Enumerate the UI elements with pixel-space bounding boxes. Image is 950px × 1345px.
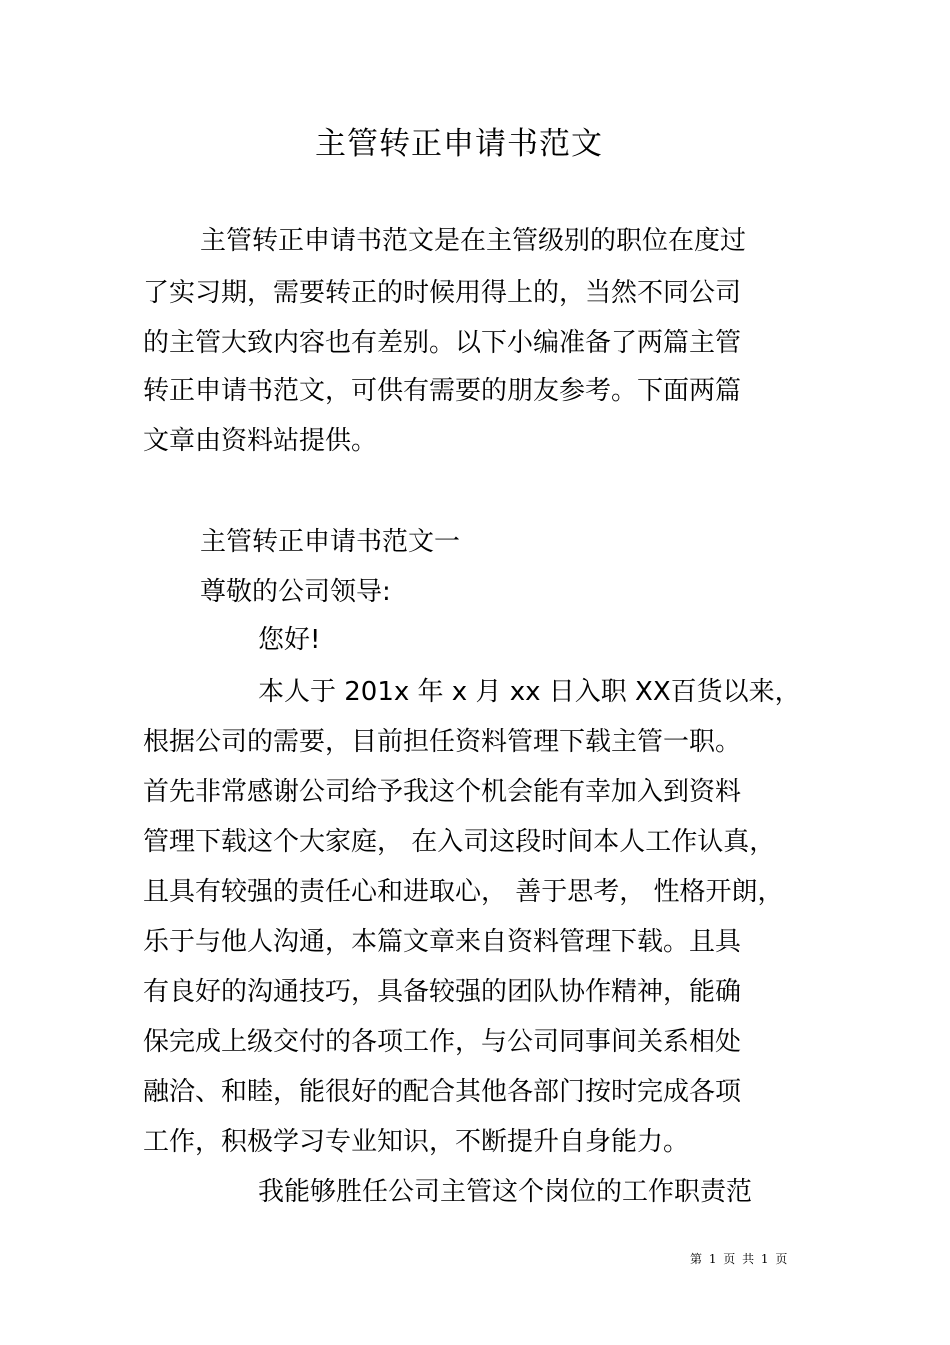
body-line: 乐于与他人沟通，本篇文章来自资料管理下载。且具 [143,927,742,957]
body-last-line: 我能够胜任公司主管这个岗位的工作职责范 [258,1177,753,1207]
body-line: 工作，积极学习专业知识，不断提升自身能力。 [143,1127,690,1157]
intro-line: 转正申请书范文，可供有需要的朋友参考。下面两篇 [143,376,742,406]
greeting: 您好! [258,625,321,655]
section-heading: 主管转正申请书范文一 [200,527,461,557]
intro-line: 文章由资料站提供。 [143,426,378,456]
body-line: 首先非常感谢公司给予我这个机会能有幸加入到资料 [143,777,742,807]
body-line: 保完成上级交付的各项工作，与公司同事间关系相处 [143,1027,742,1057]
page-number-footer: 第 1 页 共 1 页 [690,1252,788,1266]
body-line: 根据公司的需要，目前担任资料管理下载主管一职。 [143,727,742,757]
intro-line: 了实习期，需要转正的时候用得上的，当然不同公司 [143,278,742,308]
body-line: 本人于 201x 年 x 月 xx 日入职 XX百货以来， [258,677,801,707]
intro-line: 的主管大致内容也有差别。以下小编准备了两篇主管 [143,328,742,358]
salutation: 尊敬的公司领导: [200,577,391,607]
body-line: 融洽、和睦，能很好的配合其他各部门按时完成各项 [143,1077,742,1107]
body-line: 管理下载这个大家庭， 在入司这段时间本人工作认真， [143,827,776,857]
body-line: 有良好的沟通技巧，具备较强的团队协作精神，能确 [143,977,742,1007]
body-line: 且具有较强的责任心和进取心， 善于思考， 性格开朗， [143,877,784,907]
intro-line: 主管转正申请书范文是在主管级别的职位在度过 [200,226,747,256]
document-title: 主管转正申请书范文 [315,126,603,162]
